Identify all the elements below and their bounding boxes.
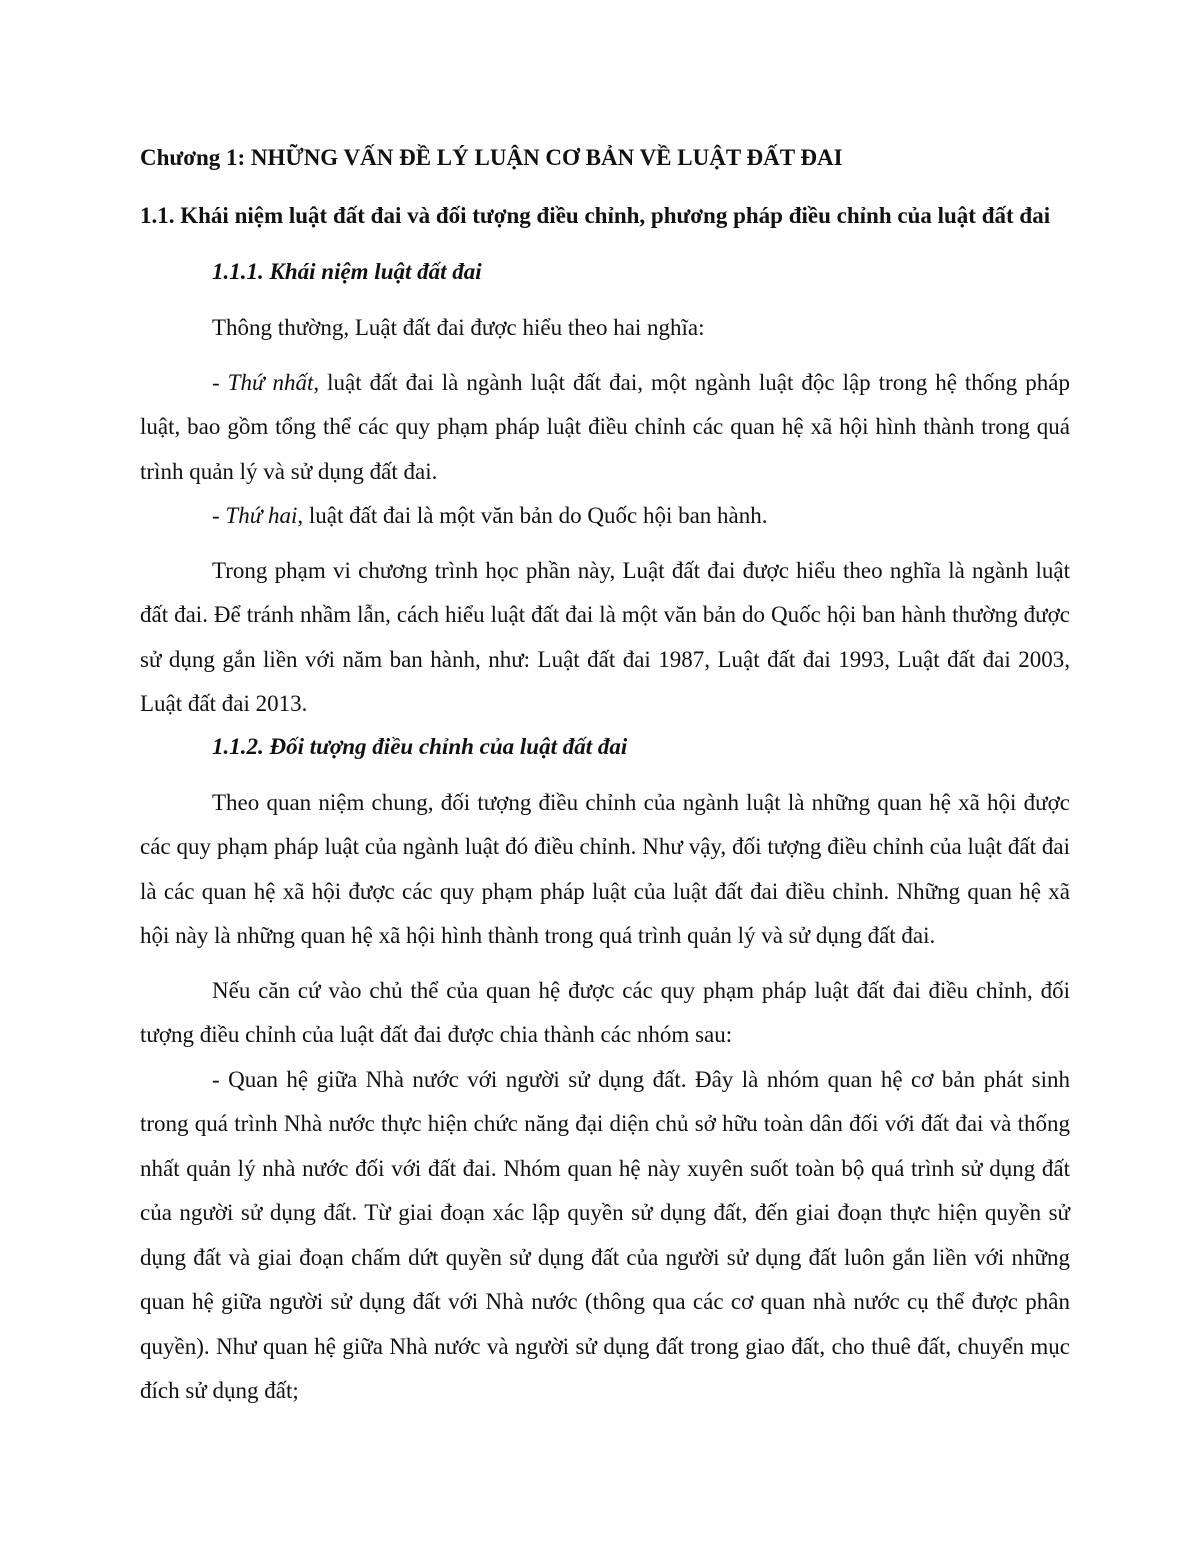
paragraph-state-user-relation: - Quan hệ giữa Nhà nước với người sử dụng đất. Đây là nhóm quan hệ cơ bản phát sinh trong quá trình Nhà nước thực hiện chức năng đại diện chủ sở hữu toàn dân đối với đất đai và thống nhất quản lý nhà nước đối với đất đai. Nhóm quan hệ này xuyên suốt toàn bộ quá trình sử dụng đất của người sử dụng đất. Từ giai đoạn xác lập quyền sử dụng đất, đến giai đoạn thực hiện quyền sử dụng đất và giai đoạn chấm dứt quyền sử dụng đất của người sử dụng đất luôn gắn liền với những quan hệ giữa người sử dụng đất với Nhà nước (thông qua các cơ quan nhà nước cụ thể được phân quyền). Như quan hệ giữa Nhà nước và người sử dụng đất trong giao đất, cho thuê đất, chuyển mục đích sử dụng đất; xyxy=(140,1066,1070,1403)
subsection-title-1-1-2: 1.1.2. Đối tượng điều chỉnh của luật đất đai xyxy=(212,733,628,759)
list-item-dash: - xyxy=(212,503,226,528)
list-item-dash: - xyxy=(212,369,228,395)
paragraph-subject-groups: Nếu căn cứ vào chủ thể của quan hệ được các quy phạm pháp luật đất đai điều chỉnh, đối tượng điều chỉnh của luật đất đai được chia thành các nhóm sau: xyxy=(140,977,1070,1047)
paragraph-intro: Thông thường, Luật đất đai được hiểu theo hai nghĩa: xyxy=(212,315,705,340)
list-item-text: , luật đất đai là ngành luật đất đai, một ngành luật độc lập trong hệ thống pháp luật, bao gồm tổng thể các quy phạm pháp luật điều chỉnh các quan hệ xã hội hình thành trong quá trình quản lý và sử dụng đất đai. xyxy=(140,369,1070,484)
subsection-title-1-1-1: 1.1.1. Khái niệm luật đất đai xyxy=(212,259,482,284)
paragraph-regulated-object: Theo quan niệm chung, đối tượng điều chỉnh của ngành luật là những quan hệ xã hội được các quy phạm pháp luật của ngành luật đó điều chỉnh. Như vậy, đối tượng điều chỉnh của luật đất đai là các quan hệ xã hội được các quy phạm pháp luật của luật đất đai điều chỉnh. Những quan hệ xã hội này là những quan hệ xã hội hình thành trong quá trình quản lý và sử dụng đất đai. xyxy=(140,789,1070,948)
document-body xyxy=(140,138,1070,1414)
section-title-1-1: 1.1. Khái niệm luật đất đai và đối tượng điều chỉnh, phương pháp điều chỉnh của luật đất đai xyxy=(140,203,1051,228)
list-item-lead: Thứ hai xyxy=(225,503,298,528)
list-item-lead: Thứ nhất xyxy=(227,369,314,395)
chapter-title: Chương 1: NHỮNG VẤN ĐỀ LÝ LUẬN CƠ BẢN VỀ LUẬT ĐẤT ĐAI xyxy=(140,145,843,170)
list-item-first xyxy=(140,361,1070,495)
list-item-second xyxy=(140,494,1070,539)
list-item-text: , luật đất đai là một văn bản do Quốc hội ban hành. xyxy=(297,503,768,528)
paragraph-scope: Trong phạm vi chương trình học phần này, Luật đất đai được hiểu theo nghĩa là ngành luật đất đai. Để tránh nhầm lẫn, cách hiểu luật đất đai là một văn bản do Quốc hội ban hành thường được sử dụng gắn liền với năm ban hành, như: Luật đất đai 1987, Luật đất đai 1993, Luật đất đai 2003, Luật đất đai 2013. xyxy=(140,557,1070,716)
